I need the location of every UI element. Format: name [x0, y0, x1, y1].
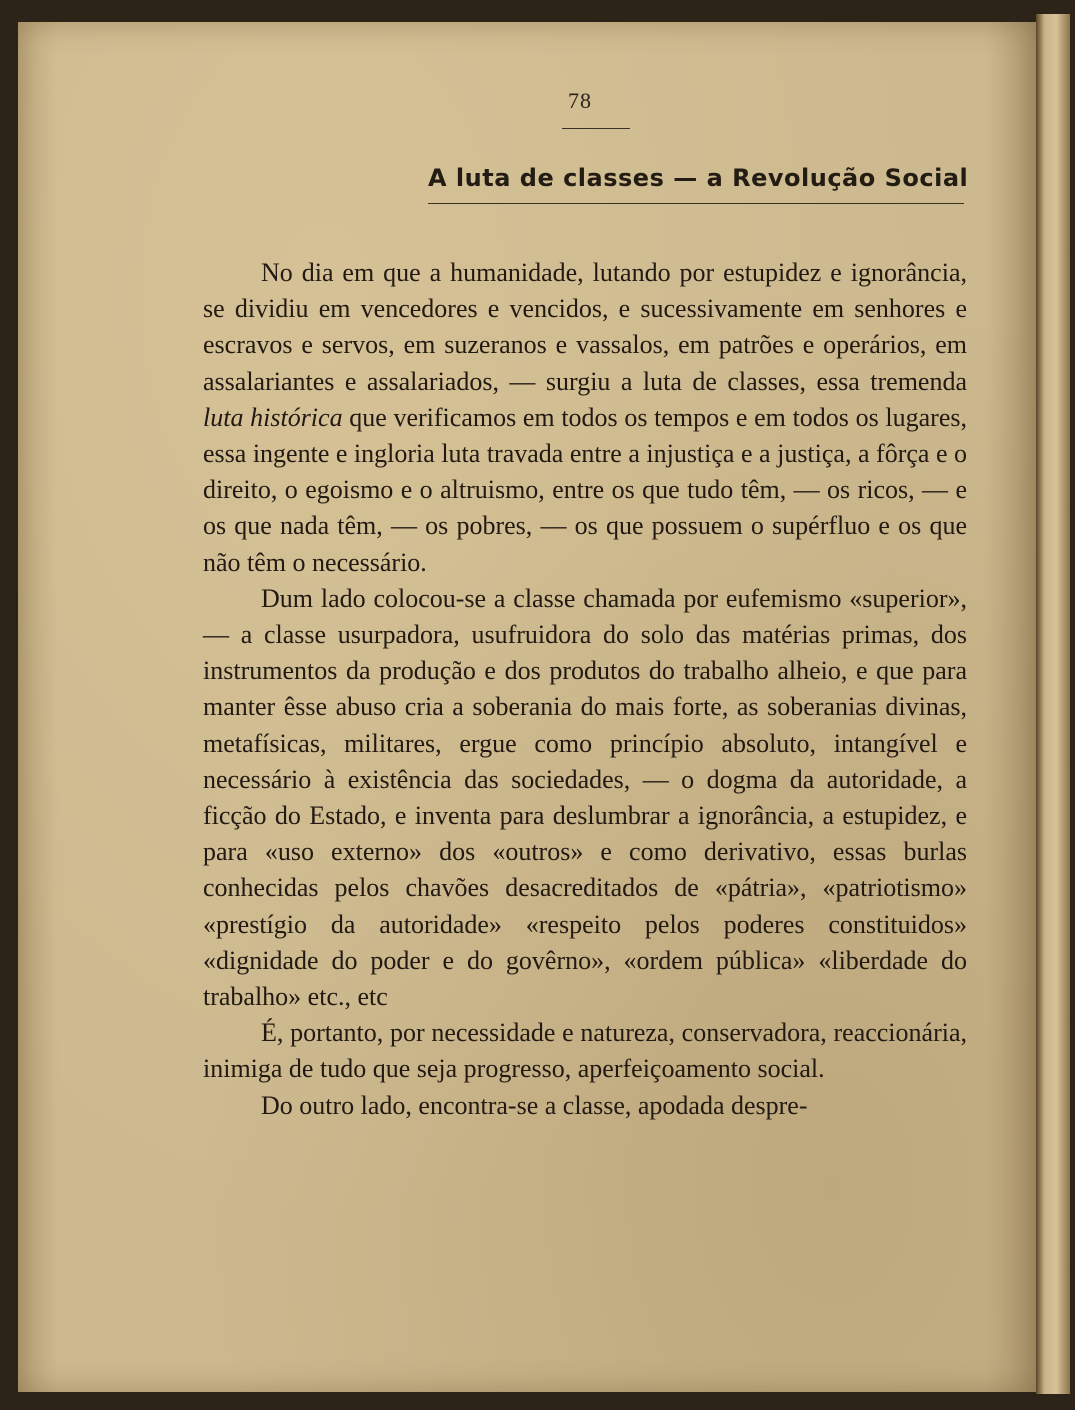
heading-rule: [428, 203, 964, 204]
page-number-rule: [562, 128, 630, 129]
page-number: 78: [568, 88, 592, 113]
chapter-heading: A luta de classes — a Revolução Social: [428, 164, 969, 192]
paragraph-1-emphasis: luta histórica: [203, 402, 343, 432]
paragraph-3: É, portanto, por necessidade e natureza, conservadora, reaccionária, inimiga de tudo que seja progresso, aperfeiçoamento social.: [203, 1018, 967, 1084]
body-text: [203, 255, 967, 1124]
paragraph-1-lead: No dia em que a humanidade, lutando por estupidez e ignorância, se dividiu em vencedores e vencidos, e sucessivamente em senhores e escravos e servos, em suzeranos e vassalos, em patrões e operários, em assalariantes e assalariados, — surgiu a luta de classes, essa tremenda: [203, 258, 967, 396]
paragraph-2: Dum lado colocou-se a classe chamada por eufemismo «superior», — a classe usurpadora, usufruidora do solo das matérias primas, dos instrumentos da produção e dos produtos do trabalho alheio, e que para manter êsse abuso cria a soberania do mais forte, as soberanias divinas, metafísicas, militares, ergue como princípio absoluto, intangível e necessário à existência das sociedades, — o dogma da autoridade, a ficção do Estado, e inventa para deslumbrar a ignorância, a estupidez, e para «uso externo» dos «outros» e como derivativo, essas burlas conhecidas pelos chavões desacreditados de «pátria», «patriotismo» «prestígio da autoridade» «respeito pelos poderes constituidos» «dignidade do poder e do govêrno», «ordem pública» «liberdade do trabalho» etc., etc: [203, 583, 967, 1012]
paragraph-1-tail: que verificamos em todos os tempos e em todos os lugares, essa ingente e ingloria luta travada entre a injustiça e a justiça, a fôrça e o direito, o egoismo e o altruismo, entre os que tudo têm, — os ricos, — e os que nada têm, — os pobres, — os que possuem o supérfluo e os que não têm o necessário.: [203, 402, 967, 577]
paragraph-4: Do outro lado, encontra-se a classe, apodada despre-: [261, 1090, 808, 1120]
paragraph-1: [203, 255, 967, 581]
book-page-edge: [1036, 14, 1070, 1394]
